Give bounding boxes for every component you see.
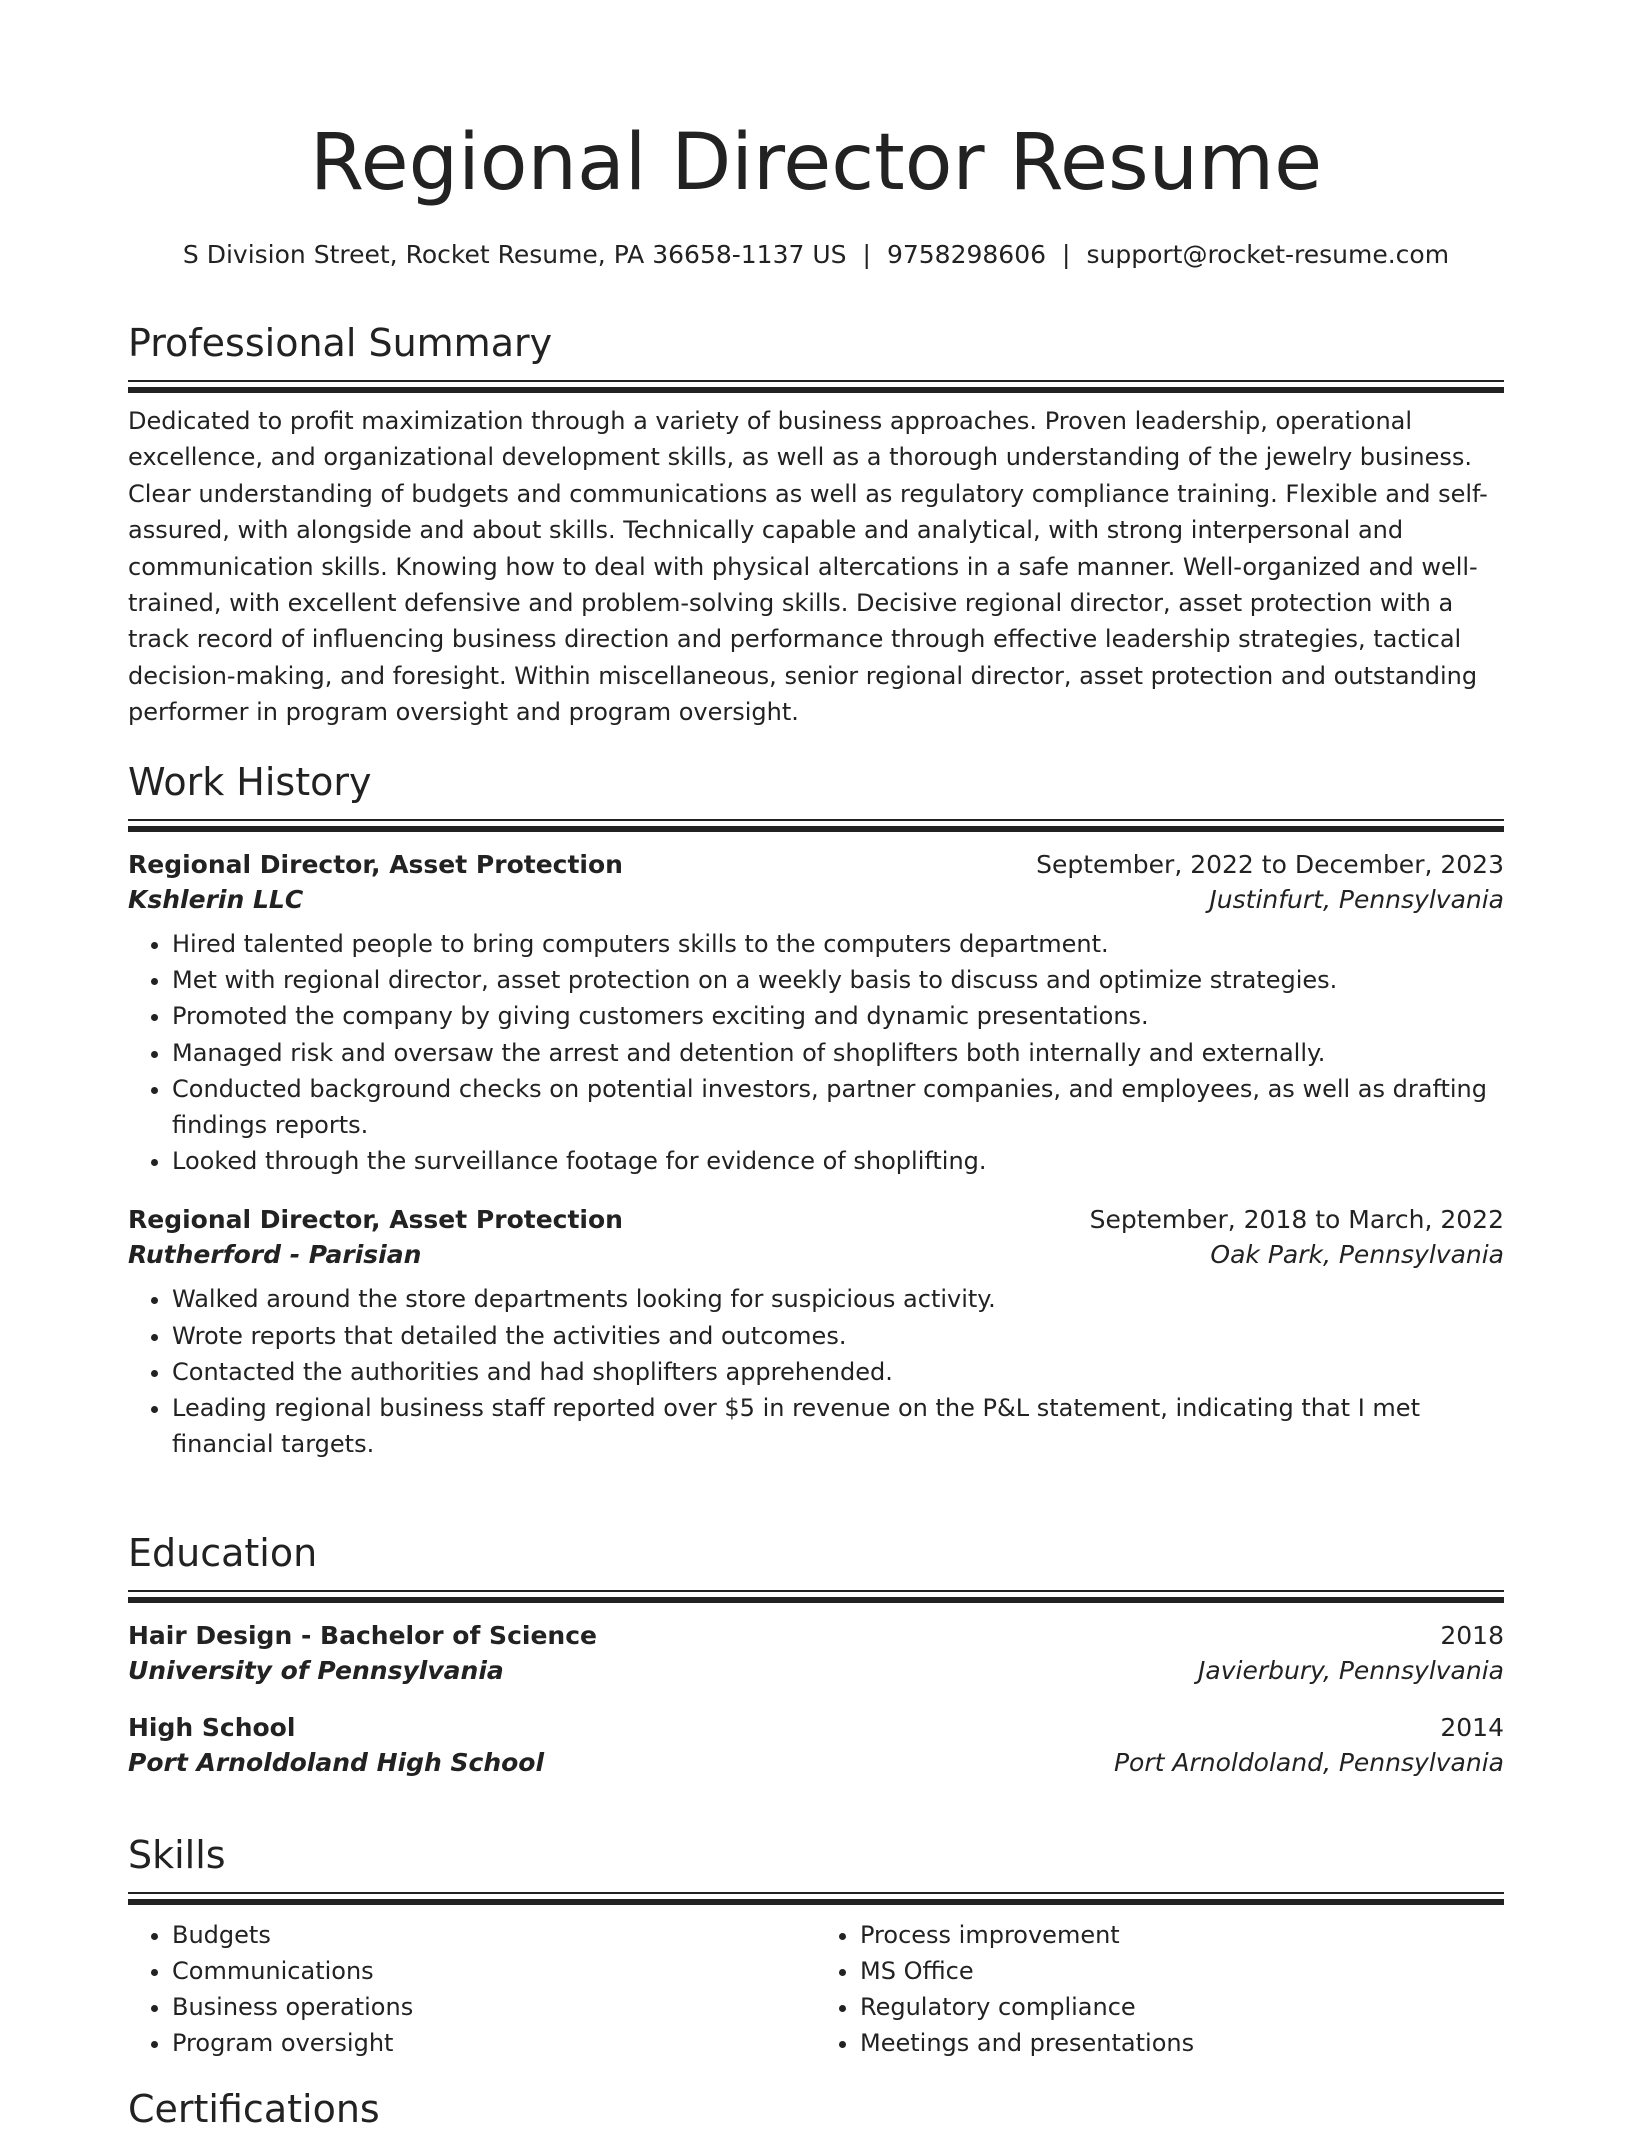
section-title-certifications: Certifications	[128, 2087, 380, 2131]
list-item: • Leading regional business staff reported over $5 in revenue on the P&L statement, indicating that I met financial targets.	[172, 1390, 1504, 1462]
section-title-education: Education	[128, 1531, 318, 1575]
contact-email: support@rocket-resume.com	[1086, 240, 1450, 269]
work-history-section	[128, 759, 1504, 1462]
degree: Hair Design - Bachelor of Science	[128, 1621, 597, 1650]
skill-item: • Business operations	[172, 1989, 816, 2025]
skill-item: • Communications	[172, 1953, 816, 1989]
contact-separator: |	[862, 240, 871, 269]
skill-item: • Meetings and presentations	[860, 2025, 1504, 2061]
graduation-year: 2014	[1440, 1713, 1504, 1742]
job-company: Rutherford - Parisian	[128, 1240, 422, 1270]
job-location: Oak Park, Pennsylvania	[1210, 1240, 1504, 1270]
job-dates: September, 2022 to December, 2023	[1036, 850, 1504, 879]
education-entry	[128, 1713, 1504, 1777]
section-divider	[128, 380, 1504, 382]
degree: High School	[128, 1713, 296, 1742]
section-divider	[128, 1597, 1504, 1603]
education-subheader	[128, 1656, 1504, 1685]
section-divider	[128, 387, 1504, 393]
school-name: University of Pennsylvania	[128, 1656, 504, 1685]
job-bullets	[128, 926, 1504, 1179]
skill-item: • Program oversight	[172, 2025, 816, 2061]
education-section	[128, 1530, 1504, 1777]
list-item: • Walked around the store departments looking for suspicious activity.	[172, 1281, 1504, 1317]
section-title-work-history: Work History	[128, 760, 372, 804]
job-subheader	[128, 1240, 1504, 1269]
list-item: • Met with regional director, asset protection on a weekly basis to discuss and optimize strategies.	[172, 962, 1504, 998]
job-entry	[128, 850, 1504, 1179]
section-divider	[128, 1899, 1504, 1905]
job-header	[128, 850, 1504, 879]
section-divider	[128, 1892, 1504, 1894]
section-title-summary: Professional Summary	[128, 321, 553, 365]
skills-list-left	[128, 1917, 816, 2061]
section-divider	[128, 826, 1504, 832]
section-title-skills: Skills	[128, 1833, 226, 1877]
list-item: • Promoted the company by giving customers exciting and dynamic presentations.	[172, 998, 1504, 1034]
list-item: • Managed risk and oversaw the arrest and detention of shoplifters both internally and externally.	[172, 1035, 1504, 1071]
job-title: Regional Director, Asset Protection	[128, 1205, 623, 1235]
job-subheader	[128, 885, 1504, 914]
skills-section	[128, 1832, 1504, 2061]
skill-item: • Process improvement	[860, 1917, 1504, 1953]
job-location: Justinfurt, Pennsylvania	[1209, 885, 1504, 914]
job-bullets	[128, 1281, 1504, 1462]
job-entry	[128, 1205, 1504, 1462]
education-entry	[128, 1621, 1504, 1685]
contact-separator: |	[1062, 240, 1071, 269]
resume-title: Regional Director Resume	[309, 118, 1323, 208]
contact-line	[128, 240, 1504, 269]
contact-phone: 9758298606	[886, 240, 1047, 269]
job-header	[128, 1205, 1504, 1234]
skills-columns	[128, 1917, 1504, 2061]
list-item: • Wrote reports that detailed the activities and outcomes.	[172, 1318, 1504, 1354]
contact-address: S Division Street, Rocket Resume, PA 36658-1137 US	[182, 240, 847, 269]
section-divider	[128, 1590, 1504, 1592]
education-subheader	[128, 1748, 1504, 1777]
education-header	[128, 1713, 1504, 1742]
skill-item: • Budgets	[172, 1917, 816, 1953]
education-header	[128, 1621, 1504, 1650]
job-title: Regional Director, Asset Protection	[128, 850, 623, 879]
certifications-section	[128, 2086, 1504, 2132]
graduation-year: 2018	[1440, 1621, 1504, 1650]
list-item: • Contacted the authorities and had shoplifters apprehended.	[172, 1354, 1504, 1390]
skill-item: • Regulatory compliance	[860, 1989, 1504, 2025]
summary-text: Dedicated to profit maximization through a variety of business approaches. Proven leadership, operational excellence, and organizational development skills, as well as a thorough understanding of the jewelry business. Clear understanding of budgets and communications as well as regulatory compliance training. Flexible and self-assured, with alongside and about skills. Technically capable and analytical, with strong interpersonal and communication skills. Knowing how to deal with physical altercations in a safe manner. Well-organized and well-trained, with excellent defensive and problem-solving skills. Decisive regional director, asset protection with a track record of influencing business direction and performance through effective leadership strategies, tactical decision-making, and foresight. Within miscellaneous, senior regional director, asset protection and outstanding performer in program oversight and program oversight.	[128, 407, 1488, 727]
school-location: Port Arnoldoland, Pennsylvania	[1113, 1748, 1504, 1777]
school-name: Port Arnoldoland High School	[128, 1748, 545, 1777]
school-location: Javierbury, Pennsylvania	[1198, 1656, 1504, 1685]
list-item: • Conducted background checks on potential investors, partner companies, and employees, as well as drafting findings reports.	[172, 1071, 1504, 1143]
summary-section	[128, 320, 1504, 731]
section-divider	[128, 819, 1504, 821]
job-dates: September, 2018 to March, 2022	[1089, 1205, 1504, 1235]
list-item: • Hired talented people to bring computers skills to the computers department.	[172, 926, 1504, 962]
job-company: Kshlerin LLC	[128, 885, 304, 914]
skills-list-right	[816, 1917, 1504, 2061]
list-item: • Looked through the surveillance footage for evidence of shoplifting.	[172, 1143, 1504, 1179]
skill-item: • MS Office	[860, 1953, 1504, 1989]
